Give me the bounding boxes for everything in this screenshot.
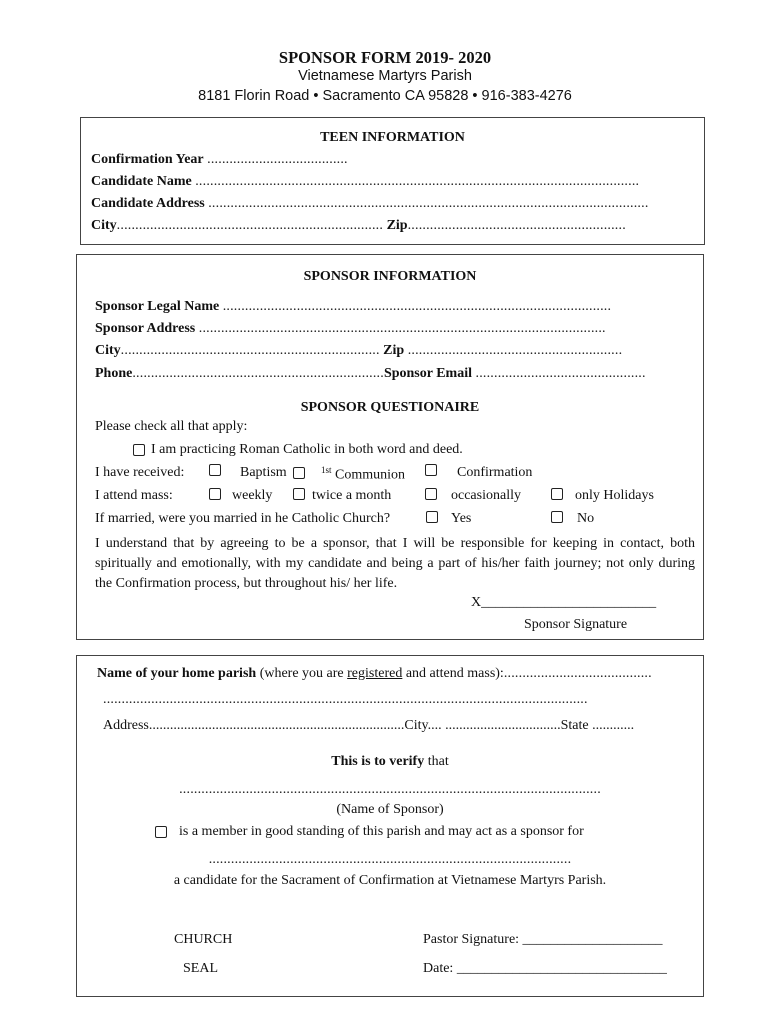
questionaire-heading: SPONSOR QUESTIONAIRE	[300, 400, 480, 415]
sponsor-legal-name-field[interactable]	[95, 299, 611, 315]
home-parish-label: Name of your home parish	[97, 666, 257, 681]
candidate-name-blank[interactable]: ........................................................................................................................	[195, 174, 640, 189]
sponsor-zip-blank[interactable]: ..........................................................	[407, 343, 623, 358]
parish-address-city-state-field[interactable]: Address.........................................................................City.... .................................State ............	[103, 718, 635, 733]
married-yes-checkbox[interactable]	[426, 511, 438, 523]
baptism-label: Baptism	[240, 465, 287, 480]
confirmation-label: Confirmation	[457, 465, 533, 480]
weekly-label: weekly	[232, 488, 273, 503]
parish-address: 8181 Florin Road • Sacramento CA 95828 • 916-383-4276	[198, 88, 572, 104]
confirmation-year-field[interactable]	[91, 152, 348, 168]
confirmation-checkbox[interactable]	[425, 464, 437, 476]
occasionally-label: occasionally	[451, 488, 521, 503]
only-holidays-label: only Holidays	[575, 488, 654, 503]
home-parish-note-b: and attend mass):	[402, 666, 504, 681]
sponsor-email-blank[interactable]: ..............................................	[475, 366, 646, 381]
teen-information-section	[80, 117, 705, 245]
verify-heading	[77, 754, 703, 770]
home-parish-blank[interactable]: ........................................	[503, 666, 652, 681]
zip-blank[interactable]: ...........................................................	[407, 218, 626, 233]
form-title: SPONSOR FORM 2019- 2020	[278, 48, 492, 67]
candidate-address-blank[interactable]: .......................................................................................................................	[208, 196, 649, 211]
sponsor-phone-email-field[interactable]	[95, 366, 646, 382]
sponsor-city-zip-field[interactable]	[95, 343, 622, 359]
candidate-address-field[interactable]	[91, 196, 649, 212]
parish-name: Vietnamese Martyrs Parish	[298, 68, 472, 84]
candidate-city-zip-field[interactable]	[91, 218, 626, 234]
candidate-address-label: Candidate Address	[91, 196, 205, 211]
sponsor-legal-name-blank[interactable]: .........................................................................................................	[222, 299, 612, 314]
church-seal-label-church: CHURCH	[174, 932, 233, 947]
communion-superscript: 1st	[321, 465, 332, 475]
weekly-checkbox[interactable]	[209, 488, 221, 500]
name-of-sponsor-caption: (Name of Sponsor)	[336, 802, 444, 817]
sponsor-address-label: Sponsor Address	[95, 321, 196, 336]
home-parish-field[interactable]	[97, 666, 652, 682]
communion-text: Communion	[335, 467, 406, 483]
candidate-name-label: Candidate Name	[91, 174, 192, 189]
teen-heading: TEEN INFORMATION	[320, 130, 465, 145]
candidate-name-field[interactable]	[91, 174, 639, 190]
married-no-checkbox[interactable]	[551, 511, 563, 523]
city-label: City	[91, 218, 117, 233]
married-question: If married, were you married in he Catholic Church?	[95, 511, 391, 526]
attend-mass-label: I attend mass:	[95, 488, 173, 503]
confirmation-year-label: Confirmation Year	[91, 152, 204, 167]
only-holidays-checkbox[interactable]	[551, 488, 563, 500]
candidate-name-blank-line[interactable]: ..................................................................................................	[208, 852, 572, 867]
home-parish-registered: registered	[347, 666, 403, 681]
verify-rest: that	[424, 754, 449, 769]
sponsor-address-blank[interactable]: ..............................................................................................................	[198, 321, 606, 336]
sponsor-legal-name-label: Sponsor Legal Name	[95, 299, 220, 314]
occasionally-checkbox[interactable]	[425, 488, 437, 500]
candidate-sacrament-text: a candidate for the Sacrament of Confirmation at Vietnamese Martyrs Parish.	[173, 873, 607, 888]
sponsor-commitment-statement: I understand that by agreeing to be a sponsor, that I will be responsible for keeping in contact, both spiritually and emotionally, with my candidate and being a part of his/her faith journey; not only during the Confirmation process, but throughout his/ her life.	[95, 536, 695, 591]
sponsor-zip-label: Zip	[383, 343, 405, 358]
sponsor-phone-label: Phone	[95, 366, 133, 381]
sponsor-signature-line[interactable]: X_________________________	[471, 595, 657, 610]
sponsor-signature-label: Sponsor Signature	[524, 617, 628, 632]
pastor-signature-field[interactable]: Pastor Signature: ____________________	[423, 932, 663, 947]
twice-month-label: twice a month	[312, 488, 392, 503]
confirmation-year-blank[interactable]: ......................................	[207, 152, 348, 167]
communion-label	[321, 465, 405, 484]
home-parish-note-a: (where you are	[256, 666, 348, 681]
baptism-checkbox[interactable]	[209, 464, 221, 476]
sponsor-information-section	[76, 254, 704, 640]
parish-verification-section	[76, 655, 704, 997]
questionaire-instruction: Please check all that apply:	[95, 419, 248, 434]
sponsor-address-field[interactable]	[95, 321, 606, 337]
twice-month-checkbox[interactable]	[293, 488, 305, 500]
sponsor-phone-blank[interactable]: ....................................................................	[132, 366, 384, 381]
married-yes-label: Yes	[451, 511, 472, 526]
zip-label: Zip	[386, 218, 408, 233]
verify-bold: This is to verify	[331, 754, 425, 769]
good-standing-text: is a member in good standing of this parish and may act as a sponsor for	[179, 824, 584, 839]
communion-checkbox[interactable]	[293, 467, 305, 479]
sponsor-name-blank[interactable]: ..................................................................................................................	[179, 782, 601, 797]
practicing-label: I am practicing Roman Catholic in both word and deed.	[151, 442, 463, 457]
home-parish-blank-line[interactable]: ...................................................................................................................................	[103, 692, 588, 707]
received-label: I have received:	[95, 465, 185, 480]
sponsor-heading: SPONSOR INFORMATION	[303, 269, 477, 284]
sponsor-email-label: Sponsor Email	[383, 366, 472, 381]
good-standing-checkbox[interactable]	[155, 826, 167, 838]
sponsor-city-label: City	[95, 343, 121, 358]
sponsor-city-blank[interactable]: ......................................................................	[120, 343, 380, 358]
city-blank[interactable]: ........................................................................	[116, 218, 384, 233]
practicing-checkbox[interactable]	[133, 444, 145, 456]
church-seal-label-seal: SEAL	[183, 961, 218, 976]
date-field[interactable]: Date: ______________________________	[423, 961, 667, 976]
married-no-label: No	[577, 511, 595, 526]
